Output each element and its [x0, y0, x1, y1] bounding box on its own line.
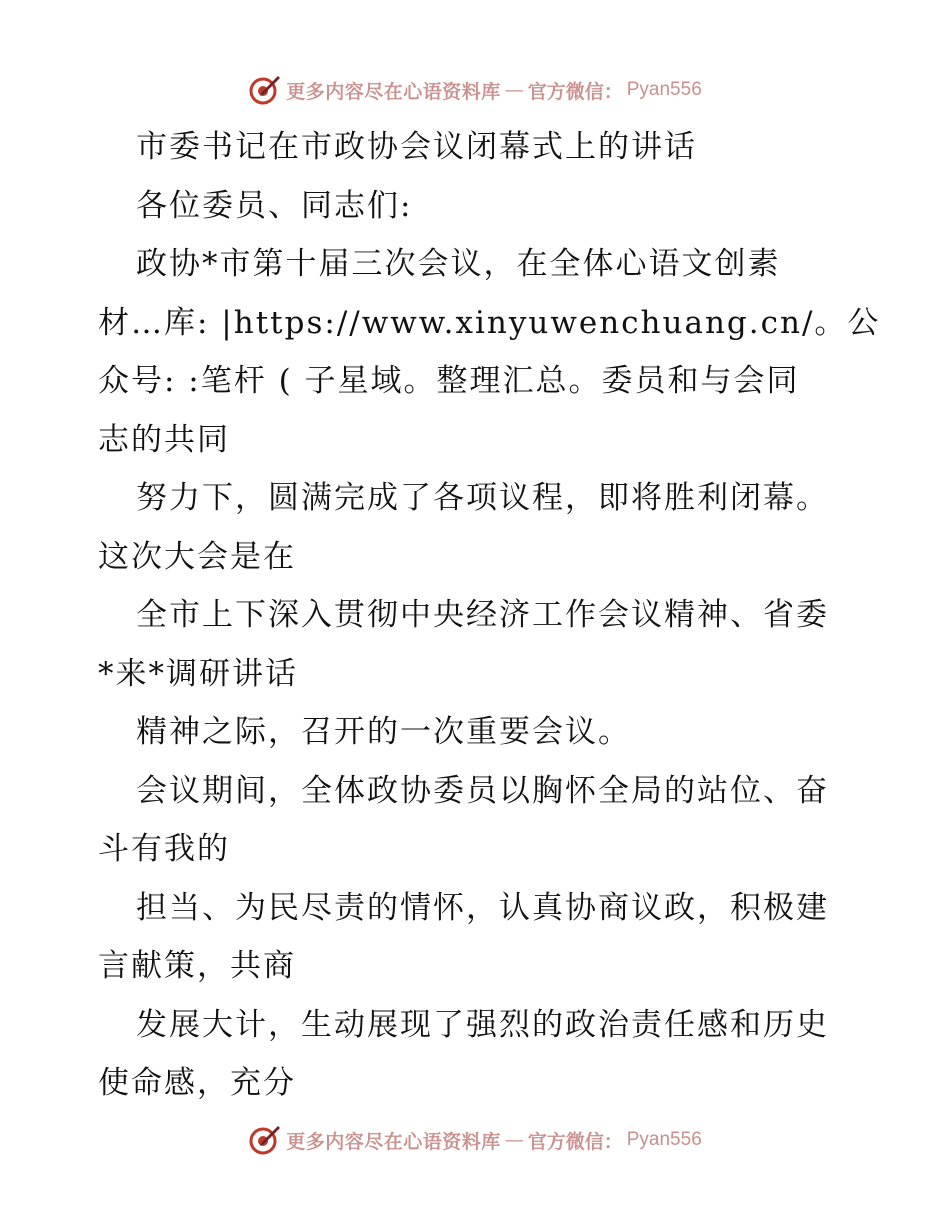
document-title: 市委书记在市政协会议闭幕式上的讲话 — [136, 129, 697, 165]
text-line: 使命感，充分 — [98, 1065, 296, 1101]
text-line: 各位委员、同志们: — [136, 187, 413, 224]
banner-wechat-label: 官方微信： — [527, 80, 623, 103]
text-line: 会议期间，全体政协委员以胸怀全局的站位、奋 — [136, 772, 829, 809]
banner-wechat-id: Pyan556 — [626, 1129, 702, 1150]
footer-banner — [0, 1120, 950, 1160]
pen-logo-icon — [248, 73, 282, 107]
header-banner — [0, 70, 950, 110]
text-line: 材…库: |https://www.xinyuwenchuang.cn/。公 — [98, 304, 881, 341]
text-line: 发展大计，生动展现了强烈的政治责任感和历史 — [136, 1006, 829, 1043]
document-body — [98, 118, 881, 1113]
banner-wechat-label: 官方微信： — [527, 1130, 623, 1153]
text-line: 斗有我的 — [98, 831, 230, 867]
banner-separator: — — [504, 79, 524, 101]
text-line: 这次大会是在 — [98, 538, 296, 575]
text-line: 努力下，圆满完成了各项议程，即将胜利闭幕。 — [136, 480, 829, 516]
banner-slogan: 更多内容尽在心语资料库 — [286, 1130, 501, 1153]
text-line: 政协*市第十届三次会议，在全体心语文创素 — [136, 246, 781, 282]
text-line: 志的共同 — [98, 421, 230, 458]
banner-slogan: 更多内容尽在心语资料库 — [286, 80, 501, 103]
banner-wechat-id: Pyan556 — [626, 79, 702, 100]
text-line: *来*调研讲话 — [98, 655, 298, 692]
pen-logo-icon — [248, 1123, 282, 1157]
text-line: 言献策，共商 — [98, 948, 296, 984]
text-line: 众号: :笔杆 ( 子星域。整理汇总。委员和与会同 — [98, 363, 800, 399]
banner-separator: — — [504, 1129, 524, 1151]
text-line: 精神之际，召开的一次重要会议。 — [136, 714, 631, 750]
text-line: 全市上下深入贯彻中央经济工作会议精神、省委 — [136, 597, 829, 633]
text-line: 担当、为民尽责的情怀，认真协商议政，积极建 — [136, 889, 829, 926]
